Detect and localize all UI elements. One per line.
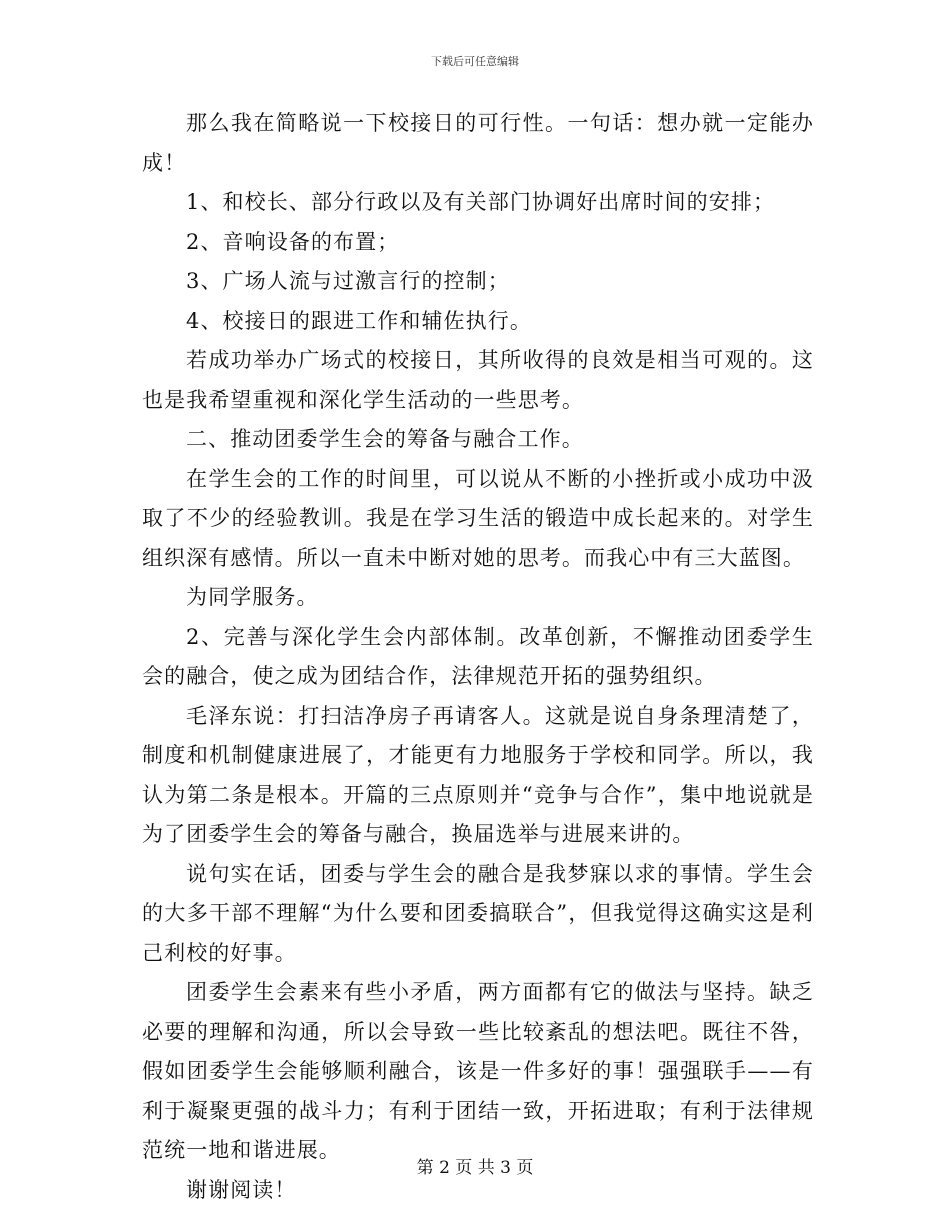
paragraph-thanks: 谢谢阅读！: [186, 1177, 297, 1202]
page-header-note: 下载后可任意编辑: [431, 55, 519, 68]
paragraph-success-benefits: 若成功举办广场式的校接日，其所收得的良效是相当可观的。这也是我希望重视和深化学生活动的一些思考。: [142, 348, 814, 412]
paragraph-conflicts: 团委学生会素来有些小矛盾，两方面都有它的做法与坚持。缺乏必要的理解和沟通，所以会导致一些比较紊乱的想法吧。既往不咎，假如团委学生会能够顺利融合，该是一件多好的事！强强联手——有利于凝聚更强的战斗力；有利于团结一致，开拓进取；有利于法律规范统一地和谐进展。: [142, 980, 814, 1162]
list-item-audio-setup: 2、音响设备的布置；: [186, 229, 400, 254]
paragraph-experience: 在学生会的工作的时间里，可以说从不断的小挫折或小成功中汲取了不少的经验教训。我是在学习生活的锻造中成长起来的。对学生组织深有感情。所以一直未中断对她的思考。而我心中有三大蓝图。: [142, 466, 814, 570]
paragraph-serve-students: 为同学服务。: [186, 585, 319, 609]
paragraph-reform: 2、完善与深化学生会内部体制。改革创新，不懈推动团委学生会的融合，使之成为团结合作，法律规范开拓的强势组织。: [142, 624, 814, 688]
page-number-footer: 第 2 页 共 3 页: [416, 1158, 534, 1178]
paragraph-mao-quote: 毛泽东说：打扫洁净房子再请客人。这就是说自身条理清楚了，制度和机制健康进展了，才能更有力地服务于学校和同学。所以，我认为第二条是根本。开篇的三点原则并“竞争与合作”，集中地说就是为了团委学生会的筹备与融合，换届选举与进展来讲的。: [142, 703, 814, 846]
section-heading-merger: 二、推动团委学生会的筹备与融合工作。: [186, 427, 584, 451]
list-item-crowd-control: 3、广场人流与过激言行的控制；: [186, 269, 510, 293]
document-body: [142, 104, 814, 1210]
list-item-coordination: 1、和校长、部分行政以及有关部门协调好出席时间的安排；: [186, 190, 776, 214]
list-item-follow-up: 4、校接日的跟进工作和辅佐执行。: [186, 308, 532, 333]
paragraph-honest-words: 说句实在话，团委与学生会的融合是我梦寐以求的事情。学生会的大多干部不理解“为什么要和团委搞联合”，但我觉得这确实这是利己利校的好事。: [142, 861, 814, 965]
paragraph-feasibility-intro: 那么我在简略说一下校接日的可行性。一句话：想办就一定能办成！: [142, 111, 814, 175]
